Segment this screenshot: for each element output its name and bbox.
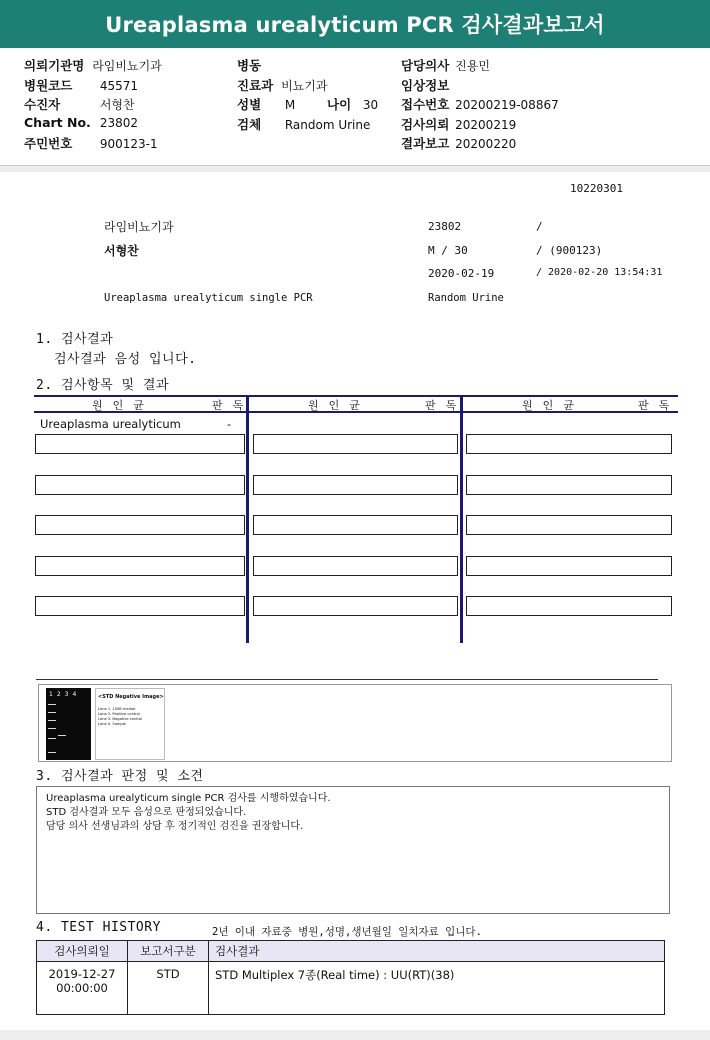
result-cell [466, 556, 672, 576]
gel-caption-line: Lane 2. Positive control [98, 712, 140, 716]
gel-band [48, 712, 56, 713]
finding-line: 담당 의사 선생님과의 상담 후 정기적인 검진을 권장합니다. [46, 821, 304, 832]
result-cell [466, 515, 672, 535]
gel-band [48, 738, 56, 739]
result-cell [35, 515, 245, 535]
section2-title: 2. 검사항목 및 결과 [36, 378, 170, 393]
result-pathogen-name: Ureaplasma urealyticum [40, 417, 181, 431]
finding-line: Ureaplasma urealyticum single PCR 검사를 시행하였습니다. [46, 793, 331, 804]
result-cell [253, 596, 458, 616]
section3-title: 3. 검사결과 판정 및 소견 [36, 769, 204, 784]
history-header-row [37, 941, 665, 962]
gel-lane-numbers: 1234 [49, 691, 81, 698]
results-grid-divider [460, 395, 463, 643]
result-cell [466, 596, 672, 616]
test-history-table [36, 940, 665, 1015]
finding-line: STD 검사결과 모두 음성으로 판정되었습니다. [46, 807, 247, 818]
section4-title: 4. TEST HISTORY [36, 920, 161, 935]
gel-band [48, 752, 56, 753]
page-footer [0, 1030, 710, 1040]
doc-test-name: Ureaplasma urealyticum single PCR [104, 292, 313, 304]
history-cell-date [37, 962, 128, 1015]
doc-code: 10220301 [570, 182, 623, 195]
gel-band [48, 704, 56, 705]
info-sex: 성별 M [237, 97, 296, 112]
info-resident-number: 주민번호 900123-1 [24, 136, 158, 151]
history-time: 00:00:00 [56, 981, 108, 995]
gel-image-rule [36, 679, 658, 680]
gel-caption-line: Lane 4. Sample [98, 722, 126, 726]
history-date: 2019-12-27 [48, 967, 116, 981]
report-title: Ureaplasma urealyticum PCR 검사결과보고서 [105, 13, 605, 37]
doc-sex-age: M / 30 [428, 244, 468, 257]
col-header-pathogen: 원인균 [308, 399, 370, 412]
result-cell [466, 434, 672, 454]
doc-birth: / (900123) [536, 244, 603, 257]
history-col-type: 보고서구분 [128, 941, 209, 962]
info-report-date: 결과보고 20200220 [401, 136, 517, 151]
section4-note: 2년 이내 자료중 병원,성명,생년월일 일치자료 입니다. [212, 926, 482, 938]
gel-caption-title: <STD Negative Image> [98, 694, 164, 700]
gel-band [58, 735, 66, 736]
result-judgement: - [227, 417, 232, 431]
patient-info-panel [0, 48, 710, 166]
doc-report-datetime: / 2020-02-20 13:54:31 [536, 267, 663, 278]
gel-caption-lines [98, 707, 142, 727]
result-cell [35, 475, 245, 495]
col-header-judgement: 판독 [212, 399, 254, 412]
info-chart-no: Chart No. 23802 [24, 115, 139, 130]
report-title-bar [0, 0, 710, 48]
result-cell [466, 475, 672, 495]
result-cell [35, 596, 245, 616]
result-cell [253, 475, 458, 495]
info-specimen: 검체 Random Urine [237, 117, 371, 132]
info-ward: 병동 [237, 58, 262, 73]
info-age: 나이 30 [327, 97, 379, 112]
history-result: STD Multiplex 7종(Real time) : UU(RT)(38) [209, 962, 665, 1015]
doc-patient-name: 서형찬 [104, 244, 139, 258]
table-row [37, 962, 665, 1015]
col-header-pathogen: 원인균 [92, 399, 154, 412]
section1-title: 1. 검사결과 [36, 332, 114, 347]
results-grid-divider [246, 395, 249, 643]
doc-hospital: 라임비뇨기과 [104, 220, 174, 234]
result-cell [35, 434, 245, 454]
history-col-result: 검사결과 [209, 941, 665, 962]
doc-specimen: Random Urine [428, 292, 504, 304]
doc-request-date: 2020-02-19 [428, 267, 495, 280]
info-clinical-info: 임상정보 [401, 78, 450, 93]
gel-electrophoresis-image [46, 688, 91, 760]
history-type: STD [128, 962, 209, 1015]
gel-band [48, 720, 56, 721]
gel-caption-line: Lane 1. 100B marker [98, 707, 136, 711]
info-department: 진료과 비뇨기과 [237, 78, 328, 93]
col-header-judgement: 판독 [425, 399, 467, 412]
info-hospital-code: 병원코드 45571 [24, 78, 139, 93]
doc-chart-no: 23802 [428, 220, 462, 233]
info-accession-no: 접수번호 20200219-08867 [401, 97, 559, 112]
result-cell [253, 556, 458, 576]
col-header-judgement: 판독 [638, 399, 680, 412]
result-cell [35, 556, 245, 576]
col-header-pathogen: 원인균 [522, 399, 584, 412]
info-patient-name: 수진자 서형찬 [24, 97, 135, 112]
gel-caption-box [95, 688, 165, 760]
gel-band [48, 728, 56, 729]
section1-result-text: 검사결과 음성 입니다. [54, 352, 197, 367]
info-referring-clinic: 의뢰기관명 라임비뇨기과 [24, 58, 162, 73]
info-doctor: 담당의사 진용민 [401, 58, 490, 73]
doc-slash: / [536, 220, 543, 233]
info-request-date: 검사의뢰 20200219 [401, 117, 517, 132]
history-col-date: 검사의뢰일 [37, 941, 128, 962]
section-divider [0, 166, 710, 172]
result-cell [253, 515, 458, 535]
gel-caption-line: Lane 3. Negative control [98, 717, 143, 721]
finding-textbox [36, 786, 670, 914]
result-cell [253, 434, 458, 454]
